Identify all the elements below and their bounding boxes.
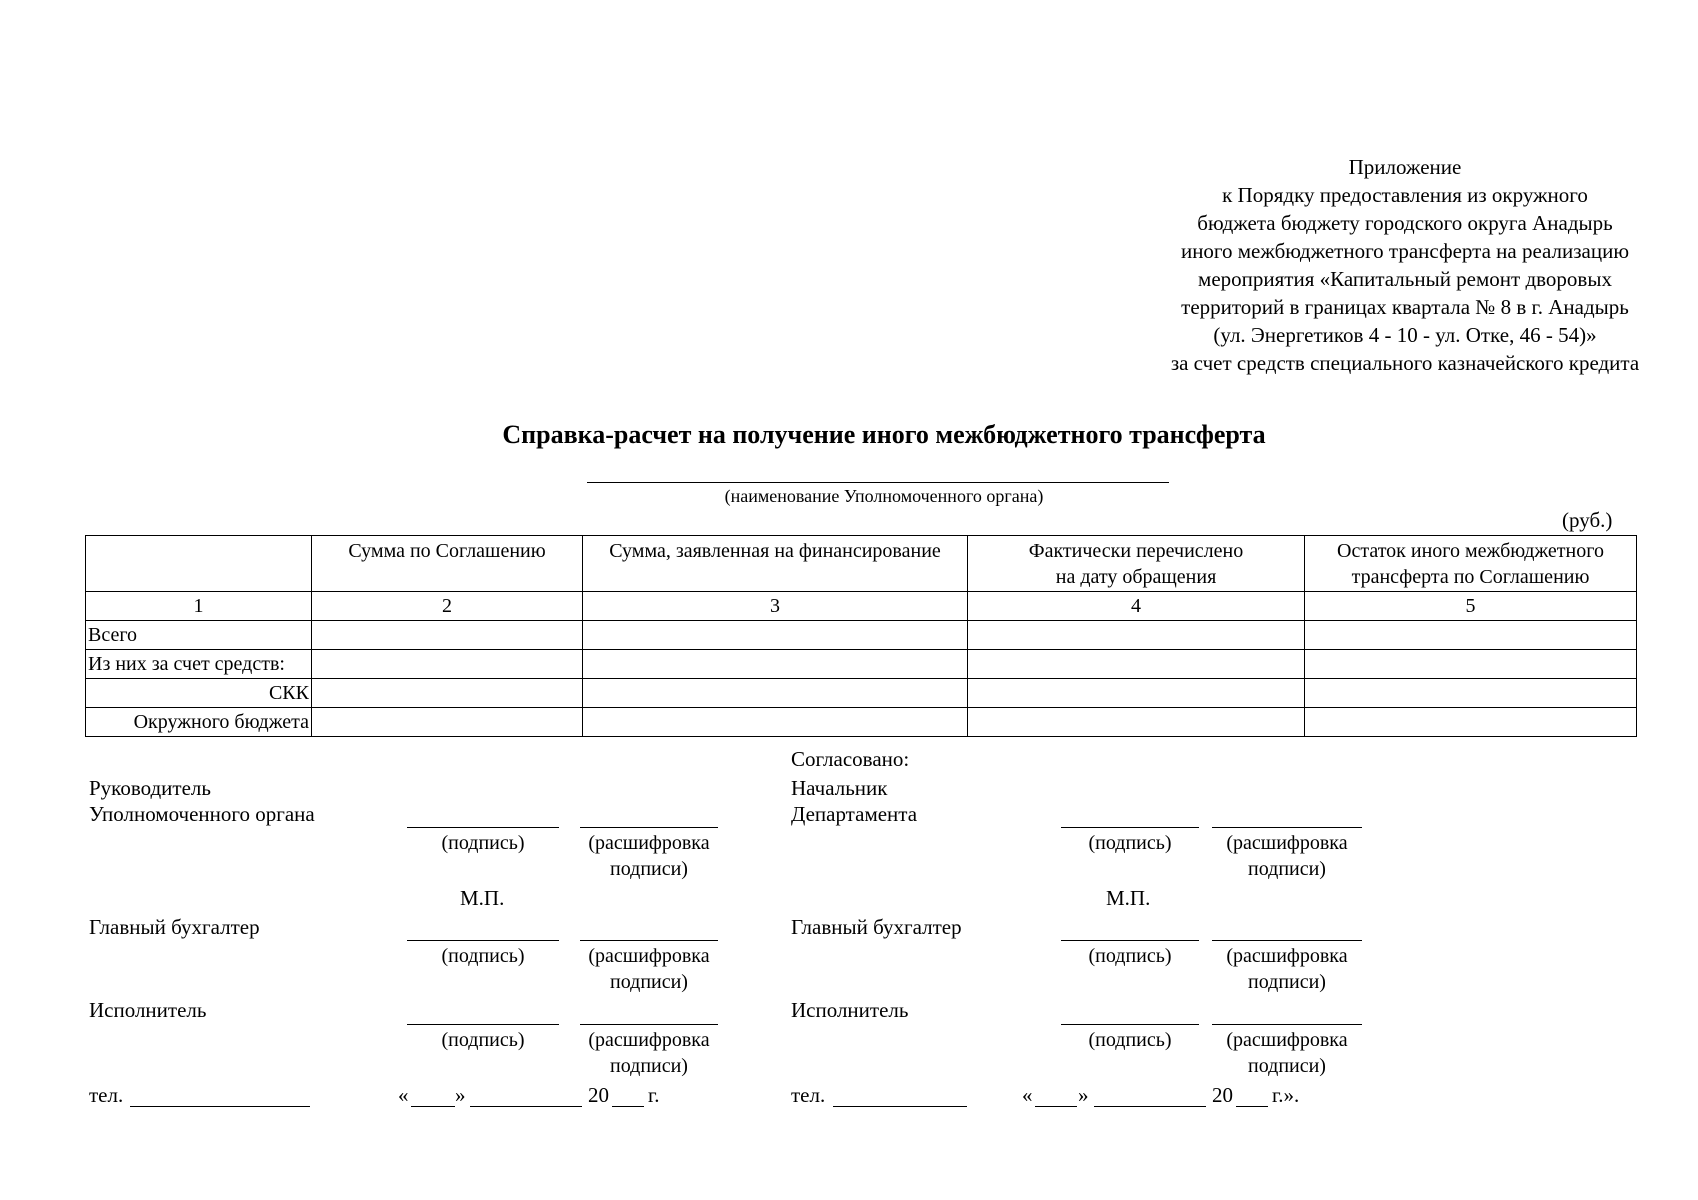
right-executor-label: Исполнитель	[791, 998, 909, 1022]
amount-cell[interactable]	[583, 708, 968, 737]
right-date-day-line[interactable]	[1035, 1106, 1077, 1107]
decoding-caption-line: (расшифровка	[1226, 832, 1348, 854]
right-head-label: Начальник	[791, 776, 888, 800]
left-head-label: Руководитель	[89, 776, 211, 800]
table-header-cell: Сумма, заявленная на финансирование	[583, 536, 968, 592]
document-title: Справка-расчет на получение иного межбюджетного трансферта	[502, 420, 1266, 449]
column-number: 4	[968, 592, 1305, 621]
right-accountant-signature-line[interactable]	[1061, 940, 1199, 941]
amount-cell[interactable]	[1305, 650, 1637, 679]
appendix-header	[1080, 153, 1698, 377]
appendix-line: бюджета бюджету городского округа Анадырь	[1197, 211, 1613, 235]
table-row	[86, 650, 1637, 679]
column-number: 3	[583, 592, 968, 621]
decoding-caption-line: (расшифровка	[1226, 945, 1348, 967]
row-label: Из них за счет средств:	[86, 650, 312, 679]
amount-cell[interactable]	[312, 708, 583, 737]
left-executor-label: Исполнитель	[89, 998, 207, 1022]
table-row	[86, 708, 1637, 737]
appendix-line: иного межбюджетного трансферта на реализацию	[1180, 239, 1630, 263]
left-date-day-line[interactable]	[411, 1106, 455, 1107]
left-year-prefix: 20	[588, 1083, 609, 1107]
right-head-signature-line[interactable]	[1061, 827, 1199, 828]
row-label: СКК	[86, 679, 312, 708]
decoding-caption-line: (расшифровка	[588, 832, 710, 854]
decoding-caption-line: подписи)	[1248, 1055, 1326, 1077]
left-date-quote-close: »	[455, 1083, 466, 1107]
decoding-caption-line: подписи)	[610, 1055, 688, 1077]
left-executor-decoding-line[interactable]	[580, 1024, 718, 1025]
org-name-field-line[interactable]	[587, 482, 1169, 483]
column-number: 1	[86, 592, 312, 621]
right-executor-signature-line[interactable]	[1061, 1024, 1199, 1025]
right-date-month-line[interactable]	[1094, 1106, 1206, 1107]
left-head-signature-line[interactable]	[407, 827, 559, 828]
table-header-cell	[968, 536, 1305, 592]
left-year-suffix: г.	[648, 1083, 660, 1107]
table-header-cell: Сумма по Соглашению	[312, 536, 583, 592]
decoding-caption-line: подписи)	[610, 858, 688, 880]
left-accountant-signature-line[interactable]	[407, 940, 559, 941]
left-head-decoding-line[interactable]	[580, 827, 718, 828]
decoding-caption	[575, 1027, 723, 1079]
row-label: Окружного бюджета	[86, 708, 312, 737]
amount-cell[interactable]	[968, 650, 1305, 679]
org-name-caption: (наименование Уполномоченного органа)	[724, 486, 1044, 506]
left-year-line[interactable]	[612, 1106, 644, 1107]
appendix-line: Приложение	[1348, 155, 1462, 179]
right-head-decoding-line[interactable]	[1212, 827, 1362, 828]
decoding-caption	[1212, 943, 1362, 995]
left-date-month-line[interactable]	[470, 1106, 582, 1107]
decoding-caption	[575, 830, 723, 882]
left-head-org-label: Уполномоченного органа	[89, 802, 315, 826]
table-header-cell	[86, 536, 312, 592]
header-line: на дату обращения	[1055, 566, 1217, 588]
decoding-caption	[1212, 1027, 1362, 1079]
appendix-line: территорий в границах квартала № 8 в г. Анадырь	[1181, 295, 1629, 319]
row-label: Всего	[86, 621, 312, 650]
right-head-dept-label: Департамента	[791, 802, 918, 826]
amount-cell[interactable]	[1305, 621, 1637, 650]
decoding-caption-line: подписи)	[1248, 971, 1326, 993]
agreed-label: Согласовано:	[791, 747, 910, 771]
right-phone-field-line[interactable]	[833, 1106, 967, 1107]
currency-unit: (руб.)	[1562, 508, 1613, 532]
amount-cell[interactable]	[1305, 679, 1637, 708]
column-number: 5	[1305, 592, 1637, 621]
signature-caption: (подпись)	[1088, 832, 1172, 854]
left-phone-field-line[interactable]	[130, 1106, 310, 1107]
table-header-row	[86, 536, 1637, 592]
table-row	[86, 621, 1637, 650]
right-year-line[interactable]	[1236, 1106, 1268, 1107]
calculation-table	[85, 535, 1637, 737]
right-stamp-label: М.П.	[1106, 886, 1151, 910]
right-executor-decoding-line[interactable]	[1212, 1024, 1362, 1025]
appendix-line: мероприятия «Капитальный ремонт дворовых	[1198, 267, 1612, 291]
left-date-quote-open: «	[398, 1083, 409, 1107]
left-accountant-decoding-line[interactable]	[580, 940, 718, 941]
column-number: 2	[312, 592, 583, 621]
decoding-caption-line: (расшифровка	[588, 945, 710, 967]
right-phone-label: тел.	[791, 1083, 826, 1107]
amount-cell[interactable]	[968, 621, 1305, 650]
decoding-caption-line: (расшифровка	[1226, 1029, 1348, 1051]
decoding-caption-line: подписи)	[610, 971, 688, 993]
decoding-caption	[575, 943, 723, 995]
amount-cell[interactable]	[583, 679, 968, 708]
signature-caption: (подпись)	[441, 945, 525, 967]
amount-cell[interactable]	[312, 621, 583, 650]
table-row	[86, 679, 1637, 708]
decoding-caption-line: подписи)	[1248, 858, 1326, 880]
left-phone-label: тел.	[89, 1083, 124, 1107]
left-stamp-label: М.П.	[460, 886, 505, 910]
right-date-quote-close: »	[1078, 1083, 1089, 1107]
decoding-caption	[1212, 830, 1362, 882]
decoding-caption-line: (расшифровка	[588, 1029, 710, 1051]
appendix-line: за счет средств специального казначейского кредита	[1170, 351, 1640, 375]
appendix-line: к Порядку предоставления из окружного	[1222, 183, 1588, 207]
amount-cell[interactable]	[583, 650, 968, 679]
header-line: Фактически перечислено	[1028, 540, 1244, 562]
left-executor-signature-line[interactable]	[407, 1024, 559, 1025]
signature-caption: (подпись)	[441, 1029, 525, 1051]
amount-cell[interactable]	[1305, 708, 1637, 737]
amount-cell[interactable]	[583, 621, 968, 650]
amount-cell[interactable]	[312, 679, 583, 708]
signature-caption: (подпись)	[1088, 945, 1172, 967]
right-chief-accountant-label: Главный бухгалтер	[791, 915, 962, 939]
amount-cell[interactable]	[968, 708, 1305, 737]
left-chief-accountant-label: Главный бухгалтер	[89, 915, 260, 939]
right-year-suffix: г.».	[1272, 1083, 1300, 1107]
amount-cell[interactable]	[312, 650, 583, 679]
appendix-line: (ул. Энергетиков 4 - 10 - ул. Отке, 46 - 54)»	[1213, 323, 1597, 347]
right-accountant-decoding-line[interactable]	[1212, 940, 1362, 941]
header-line: Остаток иного межбюджетного	[1337, 540, 1604, 562]
amount-cell[interactable]	[968, 679, 1305, 708]
right-year-prefix: 20	[1212, 1083, 1233, 1107]
signature-caption: (подпись)	[1088, 1029, 1172, 1051]
header-line: трансферта по Соглашению	[1351, 566, 1590, 588]
right-date-quote-open: «	[1022, 1083, 1033, 1107]
column-number-row	[86, 592, 1637, 621]
signature-caption: (подпись)	[441, 832, 525, 854]
table-header-cell	[1305, 536, 1637, 592]
